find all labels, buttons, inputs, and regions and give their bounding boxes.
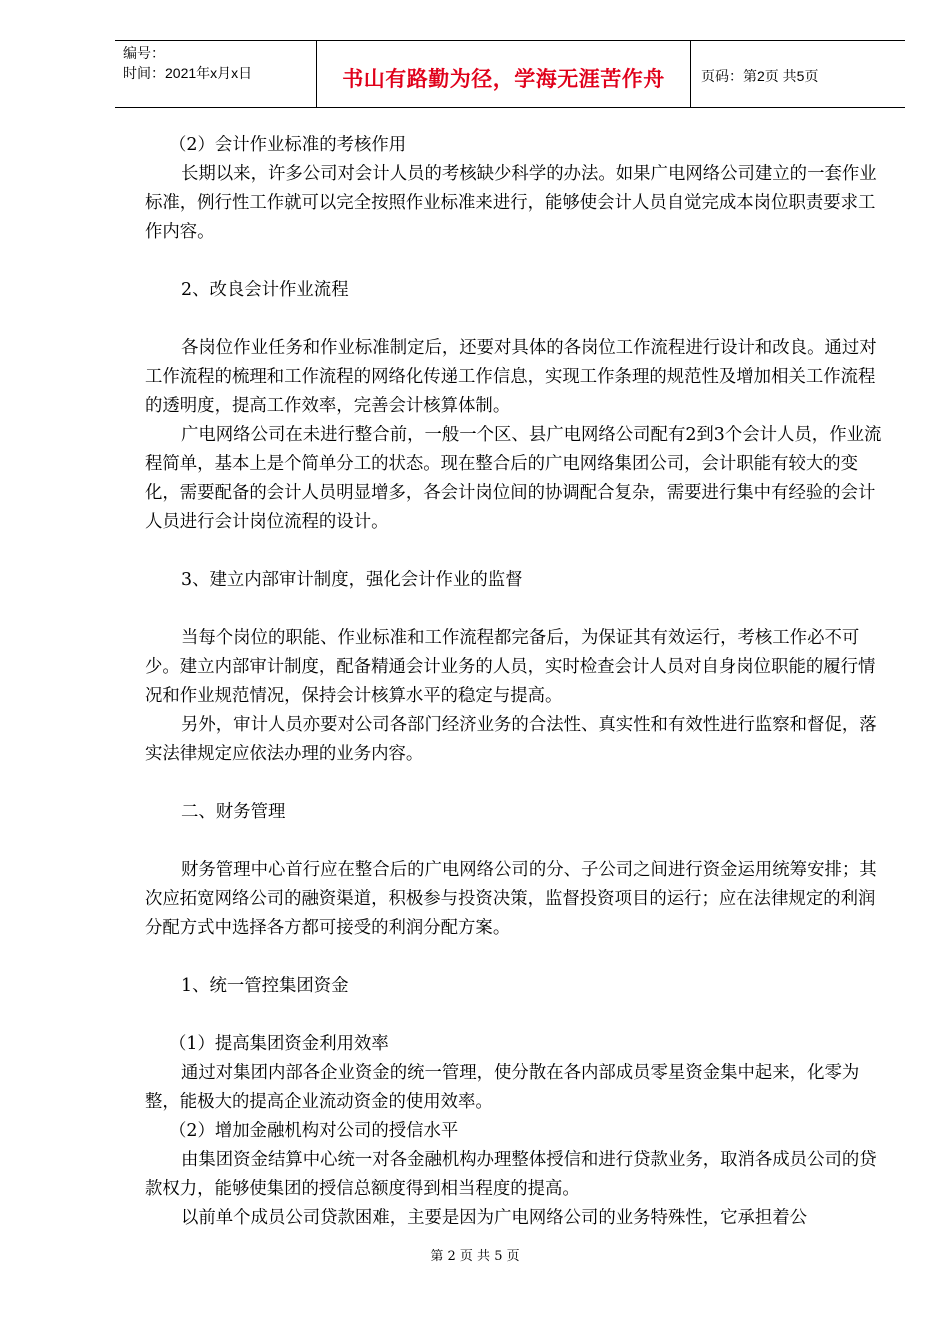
header-table bbox=[115, 40, 905, 108]
page-footer: 第 2 页 共 5 页 bbox=[430, 1249, 520, 1264]
section-heading: 1、统一管控集团资金 bbox=[181, 976, 349, 996]
paragraph: 由集团资金结算中心统一对各金融机构办理整体授信和进行贷款业务，取消各成员公司的贷款权力，能够使集团的授信总额度得到相当程度的提高。 bbox=[145, 1150, 877, 1199]
paragraph: 长期以来，许多公司对会计人员的考核缺少科学的办法。如果广电网络公司建立的一套作业标准，例行性工作就可以完全按照作业标准来进行，能够使会计人员自觉完成本岗位职责要求工作内容。 bbox=[145, 164, 877, 242]
paragraph: 当每个岗位的职能、作业标准和工作流程都完备后，为保证其有效运行，考核工作必不可少。建立内部审计制度，配备精通会计业务的人员，实时检查会计人员对自身岗位职能的履行情况和作业规范情况，保持会计核算水平的稳定与提高。 bbox=[145, 628, 876, 706]
header-page-label: 页码：第2页 共5页 bbox=[701, 68, 819, 84]
header-motto: 书山有路勤为径，学海无涯苦作舟 bbox=[342, 67, 665, 91]
header-motto-cell bbox=[317, 41, 691, 107]
section-heading: 2、改良会计作业流程 bbox=[181, 280, 349, 300]
subheading: （2）会计作业标准的考核作用 bbox=[169, 135, 407, 155]
document-id-label: 编号： bbox=[123, 45, 165, 61]
paragraph: 广电网络公司在未进行整合前，一般一个区、县广电网络公司配有2到3个会计人员，作业流程简单，基本上是个简单分工的状态。现在整合后的广电网络集团公司，会计职能有较大的变化，需要配备的会计人员明显增多，各会计岗位间的协调配合复杂，需要进行集中有经验的会计人员进行会计岗位流程的设计。 bbox=[145, 425, 882, 532]
paragraph: 以前单个成员公司贷款困难，主要是因为广电网络公司的业务特殊性，它承担着公 bbox=[181, 1208, 808, 1228]
document-time-label: 时间：2021年x月x日 bbox=[123, 65, 253, 81]
document-body bbox=[145, 131, 885, 1233]
header-page-cell bbox=[691, 41, 905, 107]
paragraph: 财务管理中心首行应在整合后的广电网络公司的分、子公司之间进行资金运用统筹安排；其次应拓宽网络公司的融资渠道，积极参与投资决策，监督投资项目的运行；应在法律规定的利润分配方式中选择各方都可接受的利润分配方案。 bbox=[145, 860, 877, 938]
paragraph: 各岗位作业任务和作业标准制定后，还要对具体的各岗位工作流程进行设计和改良。通过对工作流程的梳理和工作流程的网络化传递工作信息，实现工作条理的规范性及增加相关工作流程的透明度，提高工作效率，完善会计核算体制。 bbox=[145, 338, 877, 416]
header-info-cell bbox=[115, 41, 317, 107]
section-heading: 3、建立内部审计制度，强化会计作业的监督 bbox=[181, 570, 523, 590]
subheading: （2）增加金融机构对公司的授信水平 bbox=[169, 1121, 459, 1141]
section-heading: 二、财务管理 bbox=[181, 802, 286, 822]
subheading: （1）提高集团资金利用效率 bbox=[169, 1034, 389, 1054]
paragraph: 通过对集团内部各企业资金的统一管理，使分散在各内部成员零星资金集中起来，化零为整，能极大的提高企业流动资金的使用效率。 bbox=[145, 1063, 860, 1112]
paragraph: 另外，审计人员亦要对公司各部门经济业务的合法性、真实性和有效性进行监察和督促，落实法律规定应依法办理的业务内容。 bbox=[145, 715, 877, 764]
